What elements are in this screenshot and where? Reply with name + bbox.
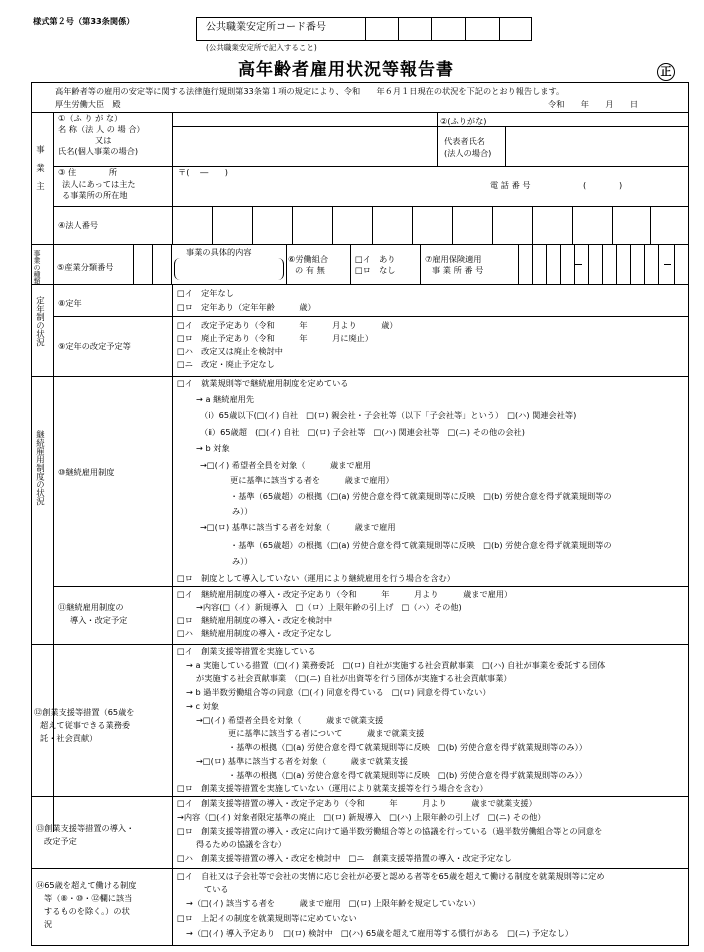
e-line-2[interactable]: が実施する社会貢献事業 （□(ニ) 自社が出資等を行う団体が実施する社会貢献事業） — [196, 673, 512, 683]
corp-name-label: 名 称（法 人 の 場 合） — [58, 124, 145, 134]
e-line-1[interactable]: → a 実施している措置（□(イ) 業務委託 □(ロ) 自社が実施する社会貢献事業 □(ハ) 自社が事業を委託する団体 — [186, 660, 606, 670]
phone-field[interactable]: ( ) — [583, 180, 623, 190]
c-line-5[interactable]: →□(イ) 希望者全員を対象（ 歳まで雇用 — [200, 460, 371, 470]
item13-label-a: ⑬創業支援等措置の導入・ — [36, 823, 135, 833]
c11-line-2[interactable]: □ロ 継続雇用制度の導入・改定を検討中 — [177, 615, 333, 625]
e14-line-1: ている — [204, 884, 229, 894]
under-review-checkbox[interactable]: □ハ 改定又は廃止を検討中 — [177, 346, 283, 356]
individual-name-label: 氏名(個人事業の場合) — [58, 146, 139, 156]
page-title: 高年齢者雇用状況等報告書 — [238, 60, 454, 80]
item14-label-b: 等（⑧・⑩・⑫欄に該当 — [44, 893, 133, 903]
revision-planned-checkbox[interactable]: □イ 改定予定あり（令和 年 月より 歳） — [177, 320, 398, 330]
insurance-label2: 事 業 所 番 号 — [432, 265, 484, 275]
rep-name-field[interactable] — [506, 127, 688, 165]
c-line-4: → b 対象 — [196, 443, 230, 453]
furigana-label: ①（ふ り が な） — [58, 113, 123, 123]
retirement-age-checkbox[interactable]: □ロ 定年あり（定年年齢 歳） — [177, 302, 316, 312]
c-line-12[interactable]: □ロ 制度として導入していない（運用により継続雇用を行う場合を含む） — [177, 573, 455, 583]
c-line-6: 更に基準に該当する者を 歳まで雇用） — [230, 475, 394, 485]
e-line-5[interactable]: →□(イ) 希望者全員を対象（ 歳まで就業支援 — [196, 715, 384, 725]
or-label: 又は — [95, 135, 112, 145]
item14-label-c: するものを除く。）の状 — [44, 906, 130, 916]
c-line-3[interactable]: （ⅱ）65歳超 (□(イ) 自社 □(ロ) 子会社等 □(ハ) 関連会社等 □(ニ) その他の会社) — [200, 427, 525, 437]
c11-line-0[interactable]: □イ 継続雇用制度の導入・改定予定あり（令和 年 月より 歳まで雇用） — [177, 589, 513, 599]
item11-label-a: ⑪継続雇用制度の — [58, 602, 124, 612]
c-line-2[interactable]: （ⅰ）65歳以下(□(イ) 自社 □(ロ) 親会社・子会社等（以下「子会社等」という） □(ハ) 関連会社等) — [200, 410, 577, 420]
furigana2-label: ②(ふりがな) — [440, 116, 487, 126]
union-no-checkbox[interactable]: □ロ なし — [355, 265, 396, 275]
office-code-note: (公共職業安定所で記入すること) — [206, 43, 317, 52]
industry-code-label: ⑤産業分類番号 — [57, 262, 114, 272]
e14-line-2[interactable]: →（□(イ) 該当する者を 歳まで雇用 □(ロ) 上限年齢を規定していない） — [186, 898, 481, 908]
insurance-label: ⑦雇用保険適用 — [425, 254, 482, 264]
c11-line-1[interactable]: →内容(□（イ）新規導入 □（ロ）上限年齢の引上げ □（ハ）その他) — [196, 602, 462, 612]
item14-label-d: 況 — [44, 919, 53, 929]
section-employer: 事業主 — [35, 145, 46, 201]
item12-label-c: 託・社会貢献） — [40, 733, 98, 743]
e-line-10[interactable]: □ロ 創業支援等措置を実施していない（運用により就業支援等を行う場合を含む） — [177, 783, 488, 793]
rep-name-label: 代表者氏名 — [444, 136, 485, 146]
intro-text: 高年齢者等の雇用の安定等に関する法律施行規則第33条第１項の規定により、令和 年６月１日現在の状況を下記のとおり報告します。 — [55, 86, 565, 96]
section-retirement: 定年制の状況 — [35, 296, 46, 347]
item14-label-a: ⑭65歳を超えて働ける制度 — [36, 880, 137, 890]
e-line-7[interactable]: ・基準の根拠（□(a) 労使合意を得て就業規則等に反映 □(b) 労使合意を得ず就業規則等のみ）） — [228, 742, 587, 752]
item10-label: ⑩継続雇用制度 — [58, 467, 115, 477]
e-line-6: 更に基準に該当する者について 歳まで就業支援 — [228, 728, 425, 738]
section-continuing: 継続雇用制度の状況 — [35, 430, 46, 506]
e13-line-4[interactable]: □ハ 創業支援等措置の導入・改定を検討中 □ニ 創業支援等措置の導入・改定予定なし — [177, 853, 512, 863]
c-line-1: → a 継続雇用先 — [196, 394, 255, 404]
c-line-10[interactable]: ・基準（65歳超）の根拠（□(a) 労使合意を得て就業規則等に反映 □(b) 労使合意を得ず就業規則等の — [230, 540, 612, 550]
item12-label-a: ⑫創業支援等措置（65歳を — [34, 707, 135, 717]
seal-mark: 正 — [657, 63, 675, 81]
e13-line-3: 得るための協議を含む） — [196, 839, 287, 849]
section-business: 事業の種類 — [33, 250, 41, 285]
item12-label-b: 超えて従事できる業務委 — [40, 720, 131, 730]
corp-no-label: ④法人番号 — [58, 220, 99, 230]
postal-code[interactable]: 〒( ― ) — [178, 167, 228, 177]
e-line-3[interactable]: → b 過半数労働組合等の同意（□(イ) 同意を得ている □(ロ) 同意を得ていない） — [186, 687, 491, 697]
address-label: ③ 住 所 — [58, 167, 118, 177]
e14-line-3[interactable]: □ロ 上記イの制度を就業規則等に定めていない — [177, 913, 357, 923]
union-label: ⑥労働組合 — [288, 254, 329, 264]
e-line-9[interactable]: ・基準の根拠（□(a) 労使合意を得て就業規則等に反映 □(b) 労使合意を得ず就業規則等のみ）） — [228, 770, 587, 780]
e13-line-2[interactable]: □ロ 創業支援等措置の導入・改定に向けて過半数労働組合等との協議を行っている（過半数労働組合等との同意を — [177, 826, 603, 836]
phone-label: 電 話 番 号 — [490, 180, 531, 190]
e-line-8[interactable]: →□(ロ) 基準に該当する者を対象（ 歳まで就業支援 — [196, 756, 408, 766]
item13-label-b: 改定予定 — [44, 836, 77, 846]
office-code-label: 公共職業安定所コード番号 — [206, 22, 326, 33]
c-line-11: み）） — [232, 556, 253, 566]
address-note1: 法人にあっては主た — [62, 179, 136, 189]
c-line-0[interactable]: □イ 就業規則等で継続雇用制度を定めている — [177, 378, 349, 388]
employer-name-field[interactable] — [173, 127, 435, 165]
e14-line-4[interactable]: →（□(イ) 導入予定あり □(ロ) 検討中 □(ハ) 65歳を超えて雇用等する慣行がある □(ニ) 予定なし） — [186, 928, 574, 938]
item11-label-b: 導入・改定予定 — [70, 615, 128, 625]
e13-line-0[interactable]: □イ 創業支援等措置の導入・改定予定あり（令和 年 月より 歳まで就業支援） — [177, 798, 537, 808]
report-date: 令和 年 月 日 — [548, 99, 639, 109]
union-label2: の 有 無 — [295, 265, 325, 275]
item9-label: ⑨定年の改定予定等 — [58, 341, 131, 351]
e13-line-1[interactable]: →内容（□(イ) 対象者限定基準の廃止 □(ロ) 新規導入 □(ハ) 上限年齢の引上げ □(ニ) その他） — [177, 812, 546, 822]
e-line-4: → c 対象 — [186, 701, 219, 711]
rep-note: (法人の場合) — [444, 148, 492, 158]
address-note2: る事業所の所在地 — [62, 190, 128, 200]
c11-line-3[interactable]: □ハ 継続雇用制度の導入・改定予定なし — [177, 628, 333, 638]
c-line-8: み）） — [232, 506, 253, 516]
form-number: 様式第２号（第33条関係） — [33, 16, 135, 26]
no-plan-checkbox[interactable]: □ニ 改定・廃止予定なし — [177, 359, 275, 369]
business-detail-field[interactable] — [174, 258, 284, 280]
item8-label: ⑧定年 — [58, 298, 82, 308]
union-yes-checkbox[interactable]: □イ あり — [355, 254, 396, 264]
c-line-7[interactable]: ・基準（65歳超）の根拠（□(a) 労使合意を得て就業規則等に反映 □(b) 労使合意を得ず就業規則等の — [230, 491, 612, 501]
business-detail-label: 事業の具体的内容 — [186, 247, 252, 257]
abolish-planned-checkbox[interactable]: □ロ 廃止予定あり（令和 年 月に廃止） — [177, 333, 374, 343]
addressee: 厚生労働大臣 殿 — [55, 99, 121, 109]
e-line-0[interactable]: □イ 創業支援等措置を実施している — [177, 646, 316, 656]
c-line-9[interactable]: →□(ロ) 基準に該当する者を対象（ 歳まで雇用 — [200, 522, 396, 532]
e14-line-0[interactable]: □イ 自社又は子会社等で会社の実情に応じ会社が必要と認める者等を65歳を超えて働ける制度を就業規則等に定め — [177, 871, 605, 881]
no-retirement-checkbox[interactable]: □イ 定年なし — [177, 288, 234, 298]
